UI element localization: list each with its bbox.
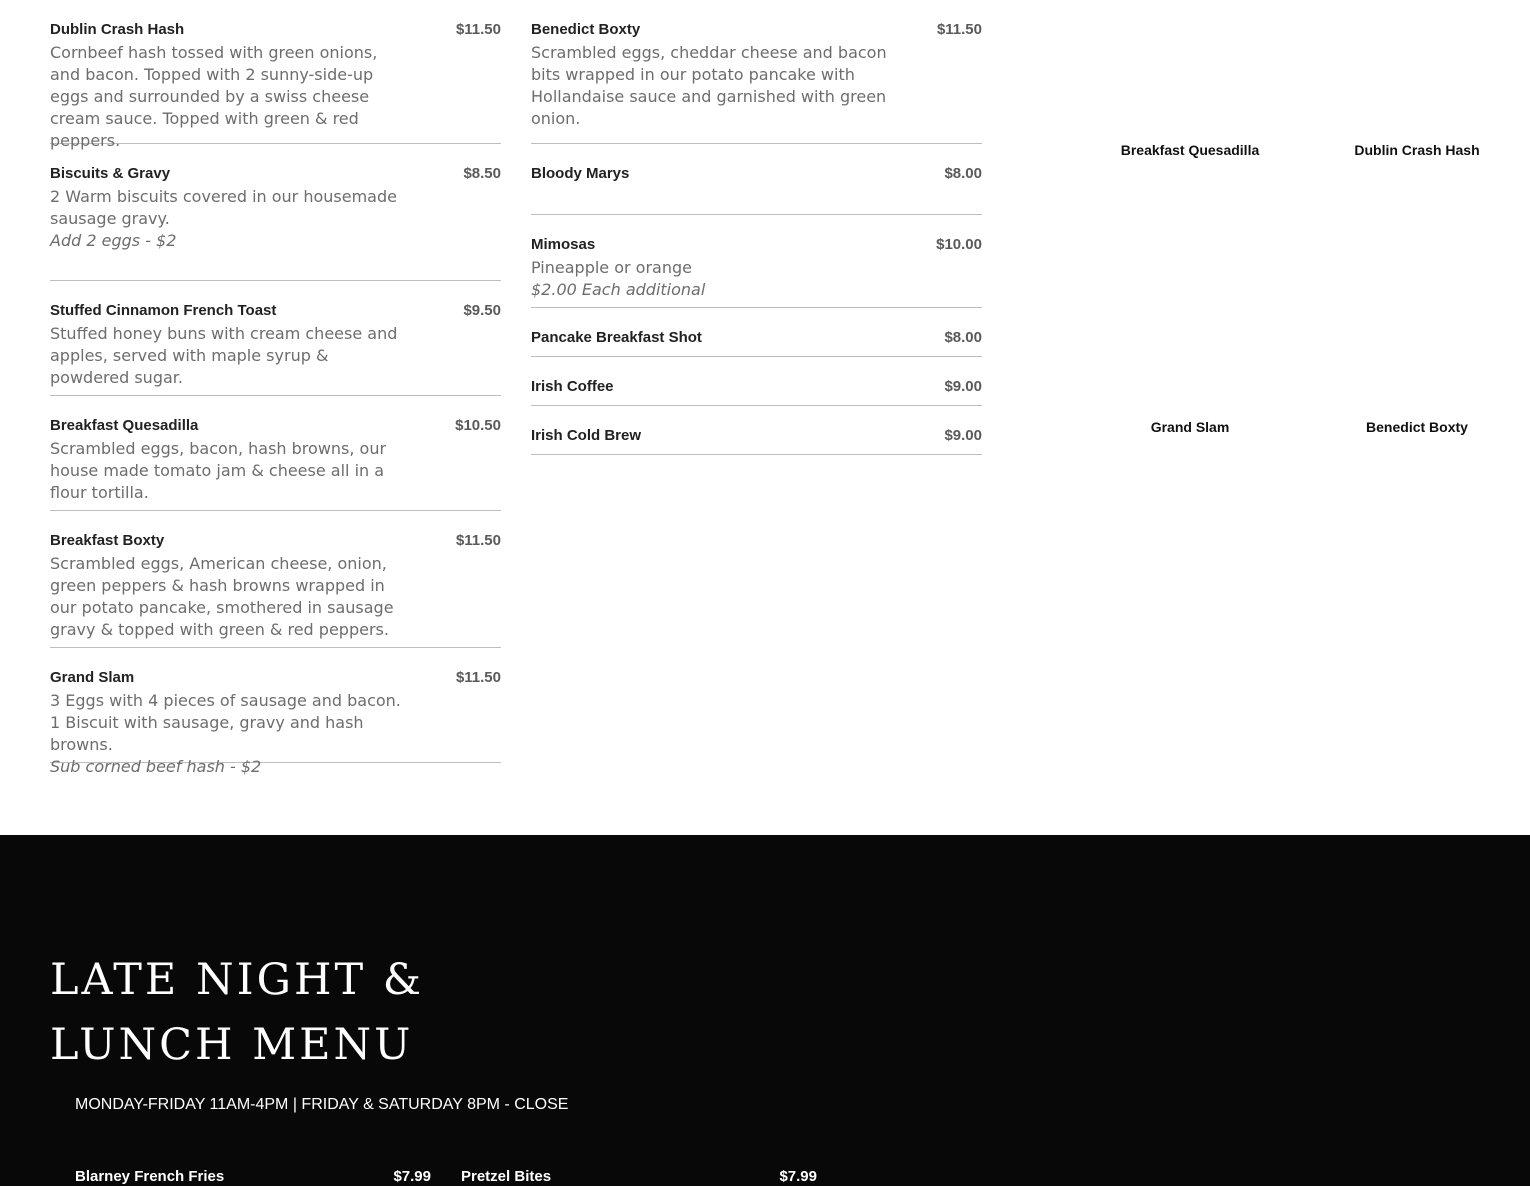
menu-item-name: Breakfast Boxty — [50, 532, 165, 549]
menu-item-benedict-boxty — [531, 0, 982, 144]
menu-item-price: $7.99 — [779, 1168, 817, 1185]
menu-item-mimosas — [531, 215, 982, 308]
menu-item-biscuits-gravy — [50, 144, 501, 281]
menu-item-price: $10.50 — [455, 417, 501, 434]
menu-item-stuffed-cinnamon-french-toast — [50, 281, 501, 396]
section-hours: MONDAY-FRIDAY 11AM-4PM | FRIDAY & SATURDAY 8PM - CLOSE — [75, 1096, 569, 1113]
menu-item-price: $9.00 — [944, 427, 982, 444]
menu-item-breakfast-boxty — [50, 511, 501, 648]
menu-item-description: 2 Warm biscuits covered in our housemade sausage gravy. — [50, 187, 397, 228]
menu-item-price: $10.00 — [936, 236, 982, 253]
menu-item-price: $11.50 — [455, 532, 501, 549]
menu-item-price: $11.50 — [455, 21, 501, 38]
menu-item-name: Stuffed Cinnamon French Toast — [50, 302, 277, 319]
menu-item-blarney-french-fries — [75, 1168, 431, 1188]
menu-item-price: $7.99 — [393, 1168, 431, 1185]
gallery-tile-grand-slam[interactable] — [1090, 290, 1290, 420]
menu-item-description: Scrambled eggs, bacon, hash browns, our house made tomato jam & cheese all in a flour tortilla. — [50, 439, 387, 502]
menu-item-name: Grand Slam — [50, 669, 135, 686]
menu-item-price: $8.00 — [944, 329, 982, 346]
gallery-caption: Grand Slam — [1150, 419, 1230, 435]
menu-item-grand-slam — [50, 648, 501, 776]
menu-item-description: 3 Eggs with 4 pieces of sausage and bacon. 1 Biscuit with sausage, gravy and hash browns. — [50, 691, 401, 754]
menu-item-price: $9.00 — [944, 378, 982, 395]
menu-item-bloody-marys — [531, 144, 982, 215]
gallery-caption: Breakfast Quesadilla — [1120, 142, 1260, 158]
menu-item-name: Irish Cold Brew — [531, 427, 642, 444]
menu-item-name: Pretzel Bites — [461, 1168, 552, 1185]
gallery-tile-breakfast-quesadilla[interactable] — [1090, 20, 1290, 150]
menu-item-pretzel-bites — [461, 1168, 817, 1188]
late-night-section — [0, 835, 1530, 1186]
menu-item-description: Pineapple or orange — [531, 258, 692, 277]
menu-item-description: Scrambled eggs, cheddar cheese and bacon bits wrapped in our potato pancake with Hollandaise sauce and garnished with green onion. — [531, 43, 887, 128]
menu-item-name: Breakfast Quesadilla — [50, 417, 199, 434]
section-title: LATE NIGHT & LUNCH MENU — [50, 955, 425, 1070]
menu-item-description: Stuffed honey buns with cream cheese and apples, served with maple syrup & powdered sugar. — [50, 324, 398, 387]
menu-item-note: Add 2 eggs - $2 — [50, 231, 177, 250]
menu-item-name: Dublin Crash Hash — [50, 21, 185, 38]
menu-item-name: Mimosas — [531, 236, 596, 253]
gallery-tile-dublin-crash-hash[interactable] — [1317, 20, 1517, 150]
menu-item-name: Biscuits & Gravy — [50, 165, 171, 182]
menu-item-price: $9.50 — [463, 302, 501, 319]
menu-item-price: $11.50 — [455, 669, 501, 686]
gallery-caption: Benedict Boxty — [1366, 419, 1468, 435]
menu-item-dublin-crash-hash — [50, 0, 501, 150]
menu-item-name: Benedict Boxty — [531, 21, 641, 38]
menu-item-irish-cold-brew — [531, 406, 982, 455]
menu-item-name: Blarney French Fries — [75, 1168, 225, 1185]
menu-item-price: $11.50 — [936, 21, 982, 38]
menu-item-breakfast-quesadilla — [50, 396, 501, 511]
menu-item-pancake-breakfast-shot — [531, 308, 982, 357]
menu-item-price: $8.00 — [944, 165, 982, 182]
gallery-tile-benedict-boxty[interactable] — [1317, 290, 1517, 420]
menu-item-note: Sub corned beef hash - $2 — [50, 757, 262, 776]
menu-item-description: Cornbeef hash tossed with green onions, and bacon. Topped with 2 sunny-side-up eggs and surrounded by a swiss cheese cream sauce. Topped with green & red peppers. — [50, 43, 378, 150]
menu-item-irish-coffee — [531, 357, 982, 406]
menu-item-name: Bloody Marys — [531, 165, 630, 182]
menu-item-note: $2.00 Each additional — [531, 280, 706, 299]
menu-item-description: Scrambled eggs, American cheese, onion, green peppers & hash browns wrapped in our potato pancake, smothered in sausage gravy & topped with green & red peppers. — [50, 554, 394, 639]
breakfast-menu-middle-column — [531, 0, 982, 455]
breakfast-menu-left-column — [50, 0, 501, 776]
menu-item-price: $8.50 — [463, 165, 501, 182]
menu-item-name: Pancake Breakfast Shot — [531, 329, 702, 346]
menu-item-name: Irish Coffee — [531, 378, 614, 395]
gallery-caption: Dublin Crash Hash — [1354, 142, 1480, 158]
